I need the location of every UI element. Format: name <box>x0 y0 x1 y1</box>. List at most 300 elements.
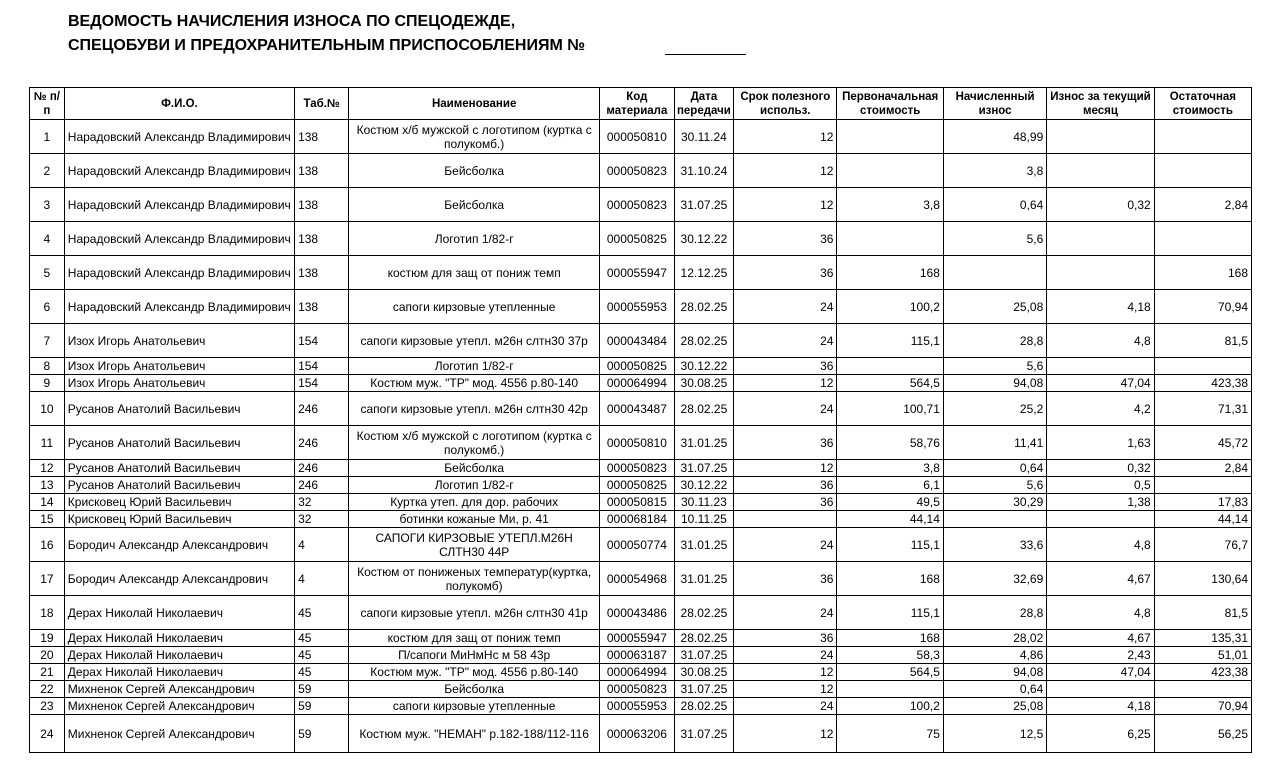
cell-initial-cost: 168 <box>837 256 943 290</box>
cell-material-code: 000063206 <box>600 715 675 753</box>
cell-tab-number: 45 <box>295 596 349 630</box>
col-header-tab-number: Таб.№ <box>295 88 349 120</box>
cell-initial-cost <box>837 120 943 154</box>
cell-initial-cost: 564,5 <box>837 375 943 392</box>
cell-employee-name: Бородич Александр Александрович <box>64 562 294 596</box>
cell-tab-number: 32 <box>295 494 349 511</box>
cell-useful-life <box>734 511 837 528</box>
cell-material-code: 000063187 <box>600 647 675 664</box>
cell-accrued-wear: 25,08 <box>943 698 1046 715</box>
cell-month-wear: 4,8 <box>1047 596 1154 630</box>
cell-employee-name: Крисковец Юрий Васильевич <box>64 494 294 511</box>
cell-accrued-wear <box>943 511 1046 528</box>
cell-residual-value <box>1154 120 1251 154</box>
cell-employee-name: Михненок Сергей Александрович <box>64 681 294 698</box>
table-row <box>30 324 1252 358</box>
cell-employee-name: Нарадовский Александр Владимирович <box>64 256 294 290</box>
cell-residual-value: 51,01 <box>1154 647 1251 664</box>
cell-material-code: 000043486 <box>600 596 675 630</box>
cell-item-name: Логотип 1/82-г <box>349 222 600 256</box>
cell-material-code: 000055953 <box>600 698 675 715</box>
cell-residual-value: 423,38 <box>1154 664 1251 681</box>
cell-accrued-wear: 32,69 <box>943 562 1046 596</box>
cell-accrued-wear: 28,8 <box>943 324 1046 358</box>
cell-accrued-wear: 5,6 <box>943 222 1046 256</box>
cell-accrued-wear: 0,64 <box>943 188 1046 222</box>
cell-issue-date: 31.01.25 <box>674 562 733 596</box>
cell-residual-value: 17,83 <box>1154 494 1251 511</box>
cell-useful-life: 36 <box>734 494 837 511</box>
wear-ledger-table <box>29 87 1252 753</box>
cell-month-wear <box>1047 120 1154 154</box>
cell-material-code: 000050810 <box>600 120 675 154</box>
cell-useful-life: 12 <box>734 715 837 753</box>
cell-issue-date: 28.02.25 <box>674 698 733 715</box>
cell-employee-name: Крисковец Юрий Васильевич <box>64 511 294 528</box>
cell-issue-date: 10.11.25 <box>674 511 733 528</box>
table-row <box>30 290 1252 324</box>
cell-initial-cost: 49,5 <box>837 494 943 511</box>
cell-issue-date: 28.02.25 <box>674 630 733 647</box>
cell-employee-name: Изох Игорь Анатольевич <box>64 324 294 358</box>
cell-row-number: 12 <box>30 460 65 477</box>
cell-row-number: 20 <box>30 647 65 664</box>
cell-initial-cost: 3,8 <box>837 188 943 222</box>
cell-item-name: Бейсболка <box>349 188 600 222</box>
cell-month-wear: 6,25 <box>1047 715 1154 753</box>
cell-issue-date: 31.07.25 <box>674 460 733 477</box>
cell-tab-number: 59 <box>295 715 349 753</box>
cell-issue-date: 28.02.25 <box>674 596 733 630</box>
cell-month-wear: 2,43 <box>1047 647 1154 664</box>
cell-tab-number: 246 <box>295 477 349 494</box>
cell-employee-name: Нарадовский Александр Владимирович <box>64 222 294 256</box>
col-header-initial-cost: Первоначальная стоимость <box>837 88 943 120</box>
cell-material-code: 000055953 <box>600 290 675 324</box>
cell-tab-number: 45 <box>295 664 349 681</box>
cell-row-number: 2 <box>30 154 65 188</box>
cell-tab-number: 138 <box>295 290 349 324</box>
cell-tab-number: 138 <box>295 154 349 188</box>
cell-month-wear: 4,8 <box>1047 324 1154 358</box>
cell-useful-life: 24 <box>734 324 837 358</box>
cell-initial-cost: 3,8 <box>837 460 943 477</box>
cell-employee-name: Русанов Анатолий Васильевич <box>64 392 294 426</box>
cell-accrued-wear: 3,8 <box>943 154 1046 188</box>
cell-useful-life: 36 <box>734 426 837 460</box>
cell-useful-life: 24 <box>734 290 837 324</box>
cell-initial-cost <box>837 154 943 188</box>
cell-initial-cost: 168 <box>837 562 943 596</box>
cell-residual-value: 45,72 <box>1154 426 1251 460</box>
cell-row-number: 21 <box>30 664 65 681</box>
cell-residual-value: 70,94 <box>1154 698 1251 715</box>
cell-initial-cost: 58,76 <box>837 426 943 460</box>
cell-material-code: 000050823 <box>600 460 675 477</box>
cell-row-number: 23 <box>30 698 65 715</box>
table-row <box>30 630 1252 647</box>
cell-material-code: 000050810 <box>600 426 675 460</box>
cell-item-name: Костюм х/б мужской с логотипом (куртка с полукомб.) <box>349 120 600 154</box>
cell-issue-date: 30.12.22 <box>674 477 733 494</box>
cell-month-wear <box>1047 511 1154 528</box>
cell-month-wear <box>1047 222 1154 256</box>
cell-material-code: 000050825 <box>600 477 675 494</box>
cell-residual-value: 44,14 <box>1154 511 1251 528</box>
table-row <box>30 715 1252 753</box>
cell-residual-value: 130,64 <box>1154 562 1251 596</box>
cell-useful-life: 12 <box>734 681 837 698</box>
cell-row-number: 1 <box>30 120 65 154</box>
cell-item-name: Костюм от пониженых температур(куртка, полукомб) <box>349 562 600 596</box>
cell-tab-number: 246 <box>295 460 349 477</box>
cell-month-wear <box>1047 358 1154 375</box>
cell-useful-life: 24 <box>734 596 837 630</box>
cell-item-name: сапоги кирзовые утепл. м26н слтн30 42р <box>349 392 600 426</box>
cell-useful-life: 36 <box>734 562 837 596</box>
cell-initial-cost: 115,1 <box>837 324 943 358</box>
cell-initial-cost: 115,1 <box>837 596 943 630</box>
cell-item-name: Бейсболка <box>349 681 600 698</box>
cell-item-name: сапоги кирзовые утепл. м26н слтн30 37р <box>349 324 600 358</box>
cell-employee-name: Дерах Николай Николаевич <box>64 630 294 647</box>
cell-residual-value: 168 <box>1154 256 1251 290</box>
cell-item-name: Костюм муж. "НЕМАН" р.182-188/112-116 <box>349 715 600 753</box>
cell-material-code: 000064994 <box>600 375 675 392</box>
cell-item-name: сапоги кирзовые утепл. м26н слтн30 41р <box>349 596 600 630</box>
cell-residual-value: 81,5 <box>1154 596 1251 630</box>
cell-employee-name: Русанов Анатолий Васильевич <box>64 460 294 477</box>
cell-initial-cost: 168 <box>837 630 943 647</box>
cell-month-wear: 1,63 <box>1047 426 1154 460</box>
cell-employee-name: Изох Игорь Анатольевич <box>64 358 294 375</box>
cell-residual-value: 71,31 <box>1154 392 1251 426</box>
cell-residual-value: 81,5 <box>1154 324 1251 358</box>
cell-employee-name: Изох Игорь Анатольевич <box>64 375 294 392</box>
cell-useful-life: 36 <box>734 630 837 647</box>
cell-material-code: 000055947 <box>600 630 675 647</box>
col-header-material-code: Код материала <box>600 88 675 120</box>
cell-employee-name: Дерах Николай Николаевич <box>64 596 294 630</box>
cell-item-name: ботинки кожаные Ми, р. 41 <box>349 511 600 528</box>
cell-residual-value: 135,31 <box>1154 630 1251 647</box>
cell-month-wear: 4,18 <box>1047 698 1154 715</box>
cell-employee-name: Русанов Анатолий Васильевич <box>64 477 294 494</box>
cell-useful-life: 36 <box>734 222 837 256</box>
cell-tab-number: 138 <box>295 188 349 222</box>
cell-issue-date: 30.08.25 <box>674 664 733 681</box>
cell-tab-number: 138 <box>295 120 349 154</box>
cell-initial-cost: 44,14 <box>837 511 943 528</box>
col-header-number: № п/п <box>30 88 65 120</box>
col-header-item-name: Наименование <box>349 88 600 120</box>
cell-accrued-wear: 25,2 <box>943 392 1046 426</box>
cell-item-name: Костюм х/б мужской с логотипом (куртка с полукомб.) <box>349 426 600 460</box>
table-row <box>30 256 1252 290</box>
cell-material-code: 000068184 <box>600 511 675 528</box>
cell-residual-value <box>1154 681 1251 698</box>
cell-useful-life: 12 <box>734 154 837 188</box>
cell-residual-value <box>1154 154 1251 188</box>
cell-item-name: сапоги кирзовые утепленные <box>349 698 600 715</box>
cell-material-code: 000050823 <box>600 154 675 188</box>
cell-accrued-wear: 94,08 <box>943 664 1046 681</box>
cell-issue-date: 30.11.23 <box>674 494 733 511</box>
cell-employee-name: Дерах Николай Николаевич <box>64 664 294 681</box>
cell-initial-cost <box>837 681 943 698</box>
cell-month-wear <box>1047 681 1154 698</box>
cell-month-wear: 4,18 <box>1047 290 1154 324</box>
cell-accrued-wear: 5,6 <box>943 358 1046 375</box>
table-row <box>30 392 1252 426</box>
cell-employee-name: Михненок Сергей Александрович <box>64 698 294 715</box>
cell-residual-value: 76,7 <box>1154 528 1251 562</box>
cell-month-wear: 0,32 <box>1047 188 1154 222</box>
cell-employee-name: Нарадовский Александр Владимирович <box>64 154 294 188</box>
cell-row-number: 14 <box>30 494 65 511</box>
cell-accrued-wear: 12,5 <box>943 715 1046 753</box>
cell-month-wear: 4,8 <box>1047 528 1154 562</box>
cell-initial-cost: 115,1 <box>837 528 943 562</box>
cell-row-number: 3 <box>30 188 65 222</box>
cell-issue-date: 12.12.25 <box>674 256 733 290</box>
cell-initial-cost: 564,5 <box>837 664 943 681</box>
cell-accrued-wear: 30,29 <box>943 494 1046 511</box>
cell-month-wear: 1,38 <box>1047 494 1154 511</box>
document-number-blank <box>665 54 746 55</box>
cell-material-code: 000050825 <box>600 222 675 256</box>
table-row <box>30 188 1252 222</box>
cell-month-wear <box>1047 154 1154 188</box>
cell-month-wear: 4,67 <box>1047 562 1154 596</box>
cell-useful-life: 12 <box>734 375 837 392</box>
cell-accrued-wear: 0,64 <box>943 681 1046 698</box>
cell-employee-name: Михненок Сергей Александрович <box>64 715 294 753</box>
cell-tab-number: 4 <box>295 562 349 596</box>
cell-residual-value <box>1154 477 1251 494</box>
cell-useful-life: 24 <box>734 528 837 562</box>
cell-accrued-wear <box>943 256 1046 290</box>
cell-employee-name: Нарадовский Александр Владимирович <box>64 120 294 154</box>
cell-initial-cost: 6,1 <box>837 477 943 494</box>
title-line-2: СПЕЦОБУВИ И ПРЕДОХРАНИТЕЛЬНЫМ ПРИСПОСОБЛЕНИЯМ № <box>68 37 586 54</box>
cell-item-name: П/сапоги МиНмНс м 58 43р <box>349 647 600 664</box>
cell-issue-date: 30.12.22 <box>674 222 733 256</box>
cell-accrued-wear: 4,86 <box>943 647 1046 664</box>
cell-row-number: 4 <box>30 222 65 256</box>
cell-issue-date: 31.01.25 <box>674 426 733 460</box>
cell-residual-value: 56,25 <box>1154 715 1251 753</box>
cell-issue-date: 30.12.22 <box>674 358 733 375</box>
col-header-issue-date: Дата передачи <box>674 88 733 120</box>
table-row <box>30 222 1252 256</box>
cell-tab-number: 59 <box>295 698 349 715</box>
title-line-1: ВЕДОМОСТЬ НАЧИСЛЕНИЯ ИЗНОСА ПО СПЕЦОДЕЖДЕ, <box>68 13 516 30</box>
cell-material-code: 000043487 <box>600 392 675 426</box>
table-row <box>30 647 1252 664</box>
cell-accrued-wear: 0,64 <box>943 460 1046 477</box>
cell-row-number: 16 <box>30 528 65 562</box>
cell-material-code: 000054968 <box>600 562 675 596</box>
cell-accrued-wear: 11,41 <box>943 426 1046 460</box>
col-header-fio: Ф.И.О. <box>64 88 294 120</box>
cell-issue-date: 30.11.24 <box>674 120 733 154</box>
cell-item-name: костюм для защ от пониж темп <box>349 630 600 647</box>
table-header-row <box>30 88 1252 120</box>
cell-month-wear: 0,32 <box>1047 460 1154 477</box>
cell-row-number: 11 <box>30 426 65 460</box>
cell-tab-number: 246 <box>295 392 349 426</box>
cell-residual-value: 423,38 <box>1154 375 1251 392</box>
col-header-accrued-wear: Начисленный износ <box>943 88 1046 120</box>
cell-material-code: 000064994 <box>600 664 675 681</box>
cell-issue-date: 28.02.25 <box>674 290 733 324</box>
table-row <box>30 511 1252 528</box>
cell-item-name: Бейсболка <box>349 460 600 477</box>
cell-tab-number: 138 <box>295 222 349 256</box>
table-row <box>30 664 1252 681</box>
cell-employee-name: Русанов Анатолий Васильевич <box>64 426 294 460</box>
cell-useful-life: 36 <box>734 256 837 290</box>
cell-row-number: 8 <box>30 358 65 375</box>
cell-initial-cost: 58,3 <box>837 647 943 664</box>
cell-residual-value <box>1154 358 1251 375</box>
cell-item-name: Логотип 1/82-г <box>349 477 600 494</box>
cell-tab-number: 59 <box>295 681 349 698</box>
table-row <box>30 562 1252 596</box>
cell-row-number: 17 <box>30 562 65 596</box>
table-row <box>30 426 1252 460</box>
cell-month-wear <box>1047 256 1154 290</box>
cell-material-code: 000050825 <box>600 358 675 375</box>
cell-tab-number: 4 <box>295 528 349 562</box>
cell-row-number: 18 <box>30 596 65 630</box>
cell-accrued-wear: 28,8 <box>943 596 1046 630</box>
cell-row-number: 6 <box>30 290 65 324</box>
table-row <box>30 494 1252 511</box>
cell-initial-cost: 100,71 <box>837 392 943 426</box>
cell-useful-life: 12 <box>734 664 837 681</box>
cell-month-wear: 47,04 <box>1047 664 1154 681</box>
cell-row-number: 10 <box>30 392 65 426</box>
col-header-residual-value: Остаточная стоимость <box>1154 88 1251 120</box>
cell-month-wear: 4,2 <box>1047 392 1154 426</box>
cell-initial-cost <box>837 358 943 375</box>
col-header-month-wear: Износ за текущий месяц <box>1047 88 1154 120</box>
cell-item-name: Костюм муж. "ТР" мод. 4556 р.80-140 <box>349 375 600 392</box>
cell-item-name: САПОГИ КИРЗОВЫЕ УТЕПЛ.М26Н СЛТН30 44Р <box>349 528 600 562</box>
document-title <box>68 10 768 58</box>
cell-employee-name: Бородич Александр Александрович <box>64 528 294 562</box>
cell-residual-value: 70,94 <box>1154 290 1251 324</box>
cell-item-name: костюм для защ от пониж темп <box>349 256 600 290</box>
table-body <box>30 120 1252 753</box>
cell-tab-number: 154 <box>295 358 349 375</box>
cell-accrued-wear: 33,6 <box>943 528 1046 562</box>
cell-row-number: 19 <box>30 630 65 647</box>
cell-accrued-wear: 5,6 <box>943 477 1046 494</box>
cell-issue-date: 31.07.25 <box>674 188 733 222</box>
table-row <box>30 154 1252 188</box>
cell-tab-number: 45 <box>295 630 349 647</box>
cell-tab-number: 45 <box>295 647 349 664</box>
cell-material-code: 000055947 <box>600 256 675 290</box>
cell-material-code: 000050823 <box>600 188 675 222</box>
cell-residual-value: 2,84 <box>1154 460 1251 477</box>
cell-item-name: сапоги кирзовые утепленные <box>349 290 600 324</box>
cell-useful-life: 24 <box>734 698 837 715</box>
cell-useful-life: 24 <box>734 647 837 664</box>
table-row <box>30 460 1252 477</box>
cell-issue-date: 31.01.25 <box>674 528 733 562</box>
cell-tab-number: 246 <box>295 426 349 460</box>
table-row <box>30 120 1252 154</box>
table-row <box>30 528 1252 562</box>
table-row <box>30 477 1252 494</box>
cell-row-number: 5 <box>30 256 65 290</box>
table-row <box>30 375 1252 392</box>
cell-useful-life: 12 <box>734 460 837 477</box>
cell-initial-cost: 100,2 <box>837 290 943 324</box>
cell-useful-life: 36 <box>734 358 837 375</box>
cell-initial-cost <box>837 222 943 256</box>
cell-month-wear: 0,5 <box>1047 477 1154 494</box>
cell-material-code: 000050774 <box>600 528 675 562</box>
table-row <box>30 358 1252 375</box>
cell-useful-life: 12 <box>734 120 837 154</box>
cell-material-code: 000050823 <box>600 681 675 698</box>
cell-issue-date: 28.02.25 <box>674 324 733 358</box>
cell-tab-number: 154 <box>295 324 349 358</box>
cell-row-number: 13 <box>30 477 65 494</box>
cell-issue-date: 31.07.25 <box>674 647 733 664</box>
cell-employee-name: Нарадовский Александр Владимирович <box>64 188 294 222</box>
cell-employee-name: Дерах Николай Николаевич <box>64 647 294 664</box>
cell-month-wear: 4,67 <box>1047 630 1154 647</box>
cell-initial-cost: 100,2 <box>837 698 943 715</box>
cell-item-name: Логотип 1/82-г <box>349 358 600 375</box>
cell-issue-date: 31.07.25 <box>674 715 733 753</box>
cell-tab-number: 32 <box>295 511 349 528</box>
table-row <box>30 698 1252 715</box>
cell-material-code: 000050815 <box>600 494 675 511</box>
table-row <box>30 596 1252 630</box>
cell-row-number: 24 <box>30 715 65 753</box>
cell-item-name: Бейсболка <box>349 154 600 188</box>
cell-accrued-wear: 25,08 <box>943 290 1046 324</box>
cell-employee-name: Нарадовский Александр Владимирович <box>64 290 294 324</box>
cell-tab-number: 154 <box>295 375 349 392</box>
cell-issue-date: 31.07.25 <box>674 681 733 698</box>
cell-useful-life: 24 <box>734 392 837 426</box>
cell-accrued-wear: 94,08 <box>943 375 1046 392</box>
cell-item-name: Костюм муж. "ТР" мод. 4556 р.80-140 <box>349 664 600 681</box>
cell-accrued-wear: 48,99 <box>943 120 1046 154</box>
cell-issue-date: 28.02.25 <box>674 392 733 426</box>
cell-row-number: 7 <box>30 324 65 358</box>
cell-tab-number: 138 <box>295 256 349 290</box>
cell-material-code: 000043484 <box>600 324 675 358</box>
table-row <box>30 681 1252 698</box>
cell-residual-value: 2,84 <box>1154 188 1251 222</box>
cell-issue-date: 30.08.25 <box>674 375 733 392</box>
cell-useful-life: 12 <box>734 188 837 222</box>
cell-row-number: 9 <box>30 375 65 392</box>
cell-initial-cost: 75 <box>837 715 943 753</box>
cell-issue-date: 31.10.24 <box>674 154 733 188</box>
cell-month-wear: 47,04 <box>1047 375 1154 392</box>
cell-row-number: 15 <box>30 511 65 528</box>
